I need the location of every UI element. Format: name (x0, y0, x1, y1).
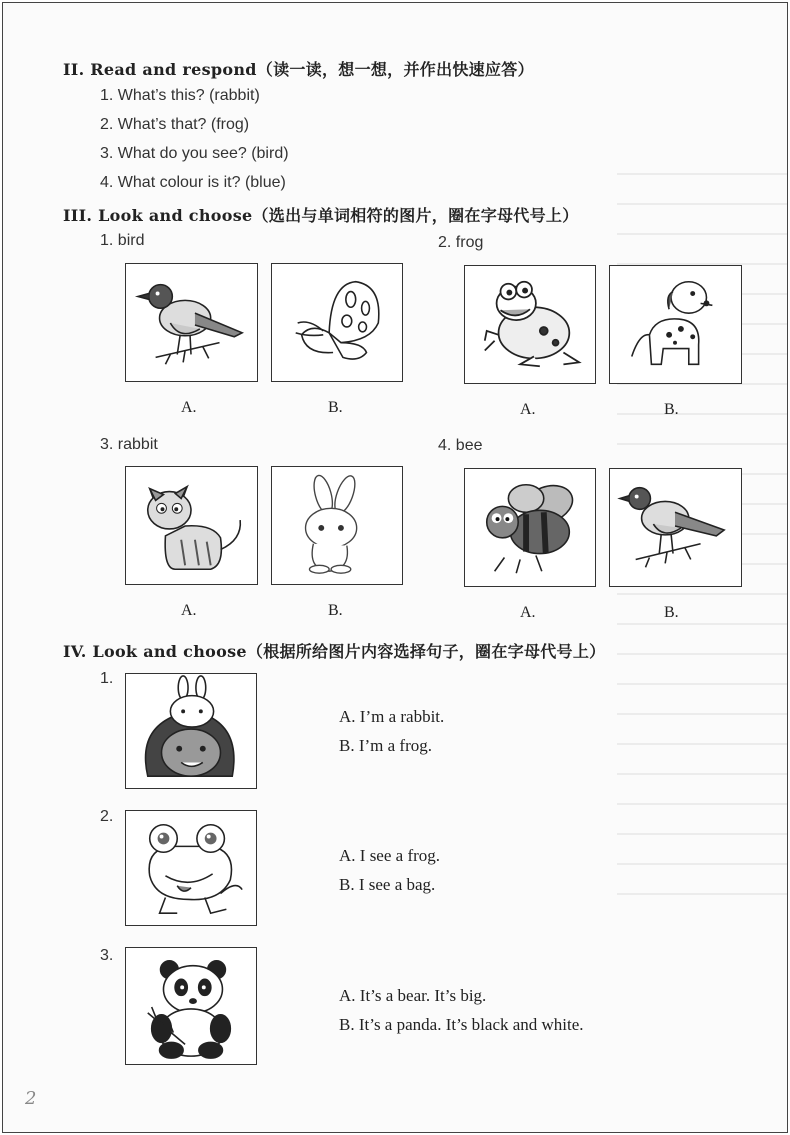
bird-icon-2 (610, 469, 741, 586)
worksheet-page (2, 2, 788, 1133)
bird-icon (126, 264, 257, 381)
section-4-heading: IV. Look and choose（根据所给图片内容选择句子，圈在字母代号上） (63, 642, 606, 661)
section-2-item-2: 2. What’s that? (frog) (100, 116, 250, 133)
panda-icon (126, 948, 256, 1064)
bird-picture[interactable] (125, 263, 258, 382)
q4-2-option-a[interactable]: A. I see a frog. (339, 846, 441, 865)
q3-2-option-a[interactable]: A. (520, 401, 536, 418)
q3-2-word: 2. frog (438, 234, 484, 251)
section-2-heading: II. Read and respond（读一读，想一想，并作出快速应答） (63, 60, 534, 79)
bee-icon (465, 469, 595, 586)
q4-2-option-b[interactable]: B. I see a bag. (339, 875, 436, 894)
q3-4-word: 4. bee (438, 437, 483, 454)
q4-3-option-a[interactable]: A. It’s a bear. It’s big. (339, 986, 487, 1005)
q4-3-number: 3. (100, 947, 114, 964)
section-3-heading: III. Look and choose（选出与单词相符的图片，圈在字母代号上） (63, 206, 579, 225)
rabbit-picture[interactable] (271, 466, 403, 585)
q3-3-word: 3. rabbit (100, 436, 158, 453)
page-number: 2 (25, 1088, 37, 1109)
q3-4-option-b[interactable]: B. (664, 604, 679, 621)
girl-with-rabbit-icon (126, 674, 256, 788)
bee-picture[interactable] (464, 468, 596, 587)
q4-1-number: 1. (100, 670, 114, 687)
q3-3-option-a[interactable]: A. (181, 602, 197, 619)
q3-3-option-b[interactable]: B. (328, 602, 343, 619)
section-2-item-1: 1. What’s this? (rabbit) (100, 87, 260, 104)
butterfly-icon (272, 264, 402, 381)
section-2-item-3: 3. What do you see? (bird) (100, 145, 289, 162)
cartoon-frog-picture (125, 810, 257, 926)
butterfly-picture[interactable] (271, 263, 403, 382)
q3-4-option-a[interactable]: A. (520, 604, 536, 621)
q3-1-word: 1. bird (100, 232, 145, 249)
q4-1-option-b[interactable]: B. I’m a frog. (339, 736, 433, 755)
frog-picture[interactable] (464, 265, 596, 384)
q3-2-option-b[interactable]: B. (664, 401, 679, 418)
cat-icon (126, 467, 257, 584)
dog-picture[interactable] (609, 265, 742, 384)
q3-1-option-b[interactable]: B. (328, 399, 343, 416)
section-2-item-4: 4. What colour is it? (blue) (100, 174, 286, 191)
q3-1-option-a[interactable]: A. (181, 399, 197, 416)
dog-icon (610, 266, 741, 383)
q4-3-option-b[interactable]: B. It’s a panda. It’s black and white. (339, 1015, 584, 1034)
q4-2-number: 2. (100, 808, 114, 825)
cartoon-frog-icon (126, 811, 256, 925)
rabbit-icon (272, 467, 402, 584)
panda-picture (125, 947, 257, 1065)
cat-picture[interactable] (125, 466, 258, 585)
q4-1-option-a[interactable]: A. I’m a rabbit. (339, 707, 445, 726)
bird-picture-2[interactable] (609, 468, 742, 587)
frog-icon (465, 266, 595, 383)
girl-rabbit-picture (125, 673, 257, 789)
